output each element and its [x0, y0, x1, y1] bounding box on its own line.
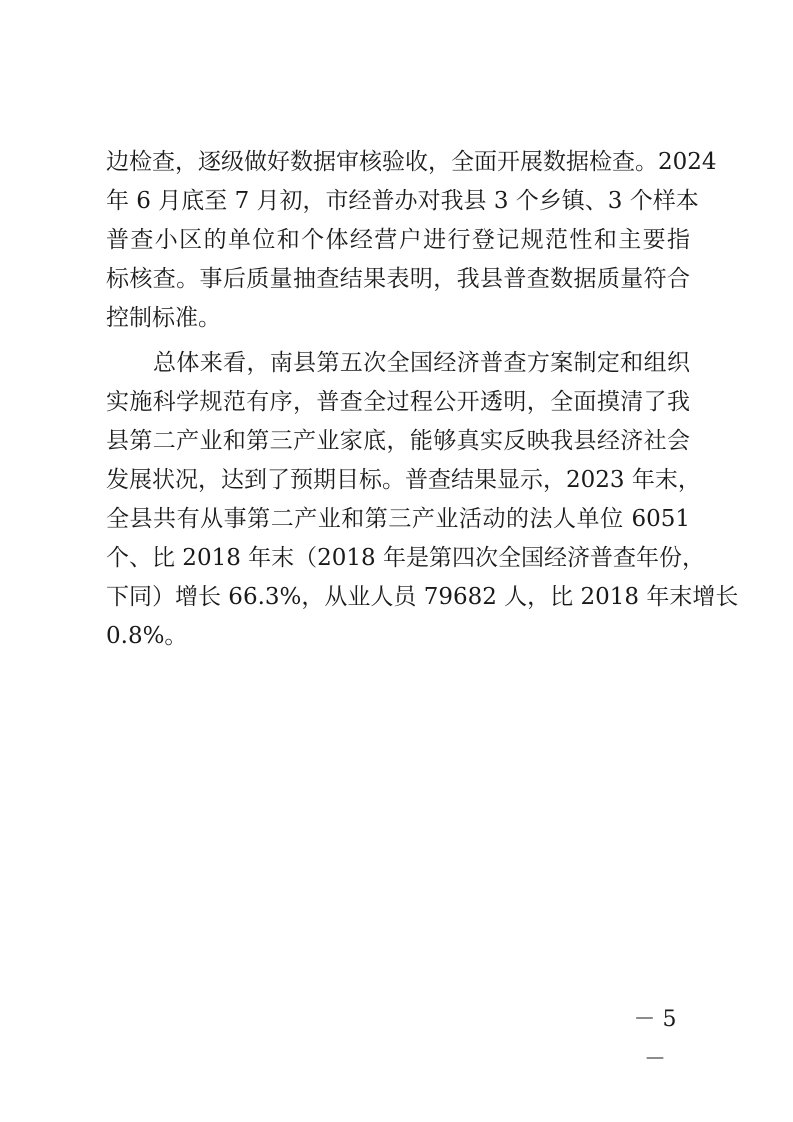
text-line: 实施科学规范有序，普查全过程公开透明，全面摸清了我 [106, 389, 690, 415]
text-line: 普查小区的单位和个体经营户进行登记规范性和主要指 [106, 227, 690, 253]
text-line: 年 6 月底至 7 月初，市经普办对我县 3 个乡镇、3 个样本 [106, 188, 699, 214]
text-line: 个、比 2018 年末（2018 年是第四次全国经济普查年份， [106, 545, 705, 571]
paragraph-2 [106, 344, 739, 656]
text-line: 边检查，逐级做好数据审核验收，全面开展数据检查。2024 [106, 149, 717, 175]
text-line: 控制标准。 [106, 305, 221, 331]
text-line: 标核查。事后质量抽查结果表明，我县普查数据质量符合 [106, 266, 690, 292]
text-line: 下同）增长 66.3%，从业人员 79682 人，比 2018 年末增长 [106, 584, 739, 610]
text-line: 全县共有从事第二产业和第三产业活动的法人单位 6051 [106, 506, 690, 532]
text-line: 总体来看，南县第五次全国经济普查方案制定和组织 [153, 350, 690, 376]
text-line: 发展状况，达到了预期目标。普查结果显示，2023 年末， [106, 467, 701, 493]
body-text [106, 143, 739, 656]
page-number: － 5 － [633, 1007, 677, 1072]
text-line: 县第二产业和第三产业家底，能够真实反映我县经济社会 [106, 428, 690, 454]
text-line: 0.8%。 [106, 623, 188, 649]
paragraph-1 [106, 143, 717, 338]
